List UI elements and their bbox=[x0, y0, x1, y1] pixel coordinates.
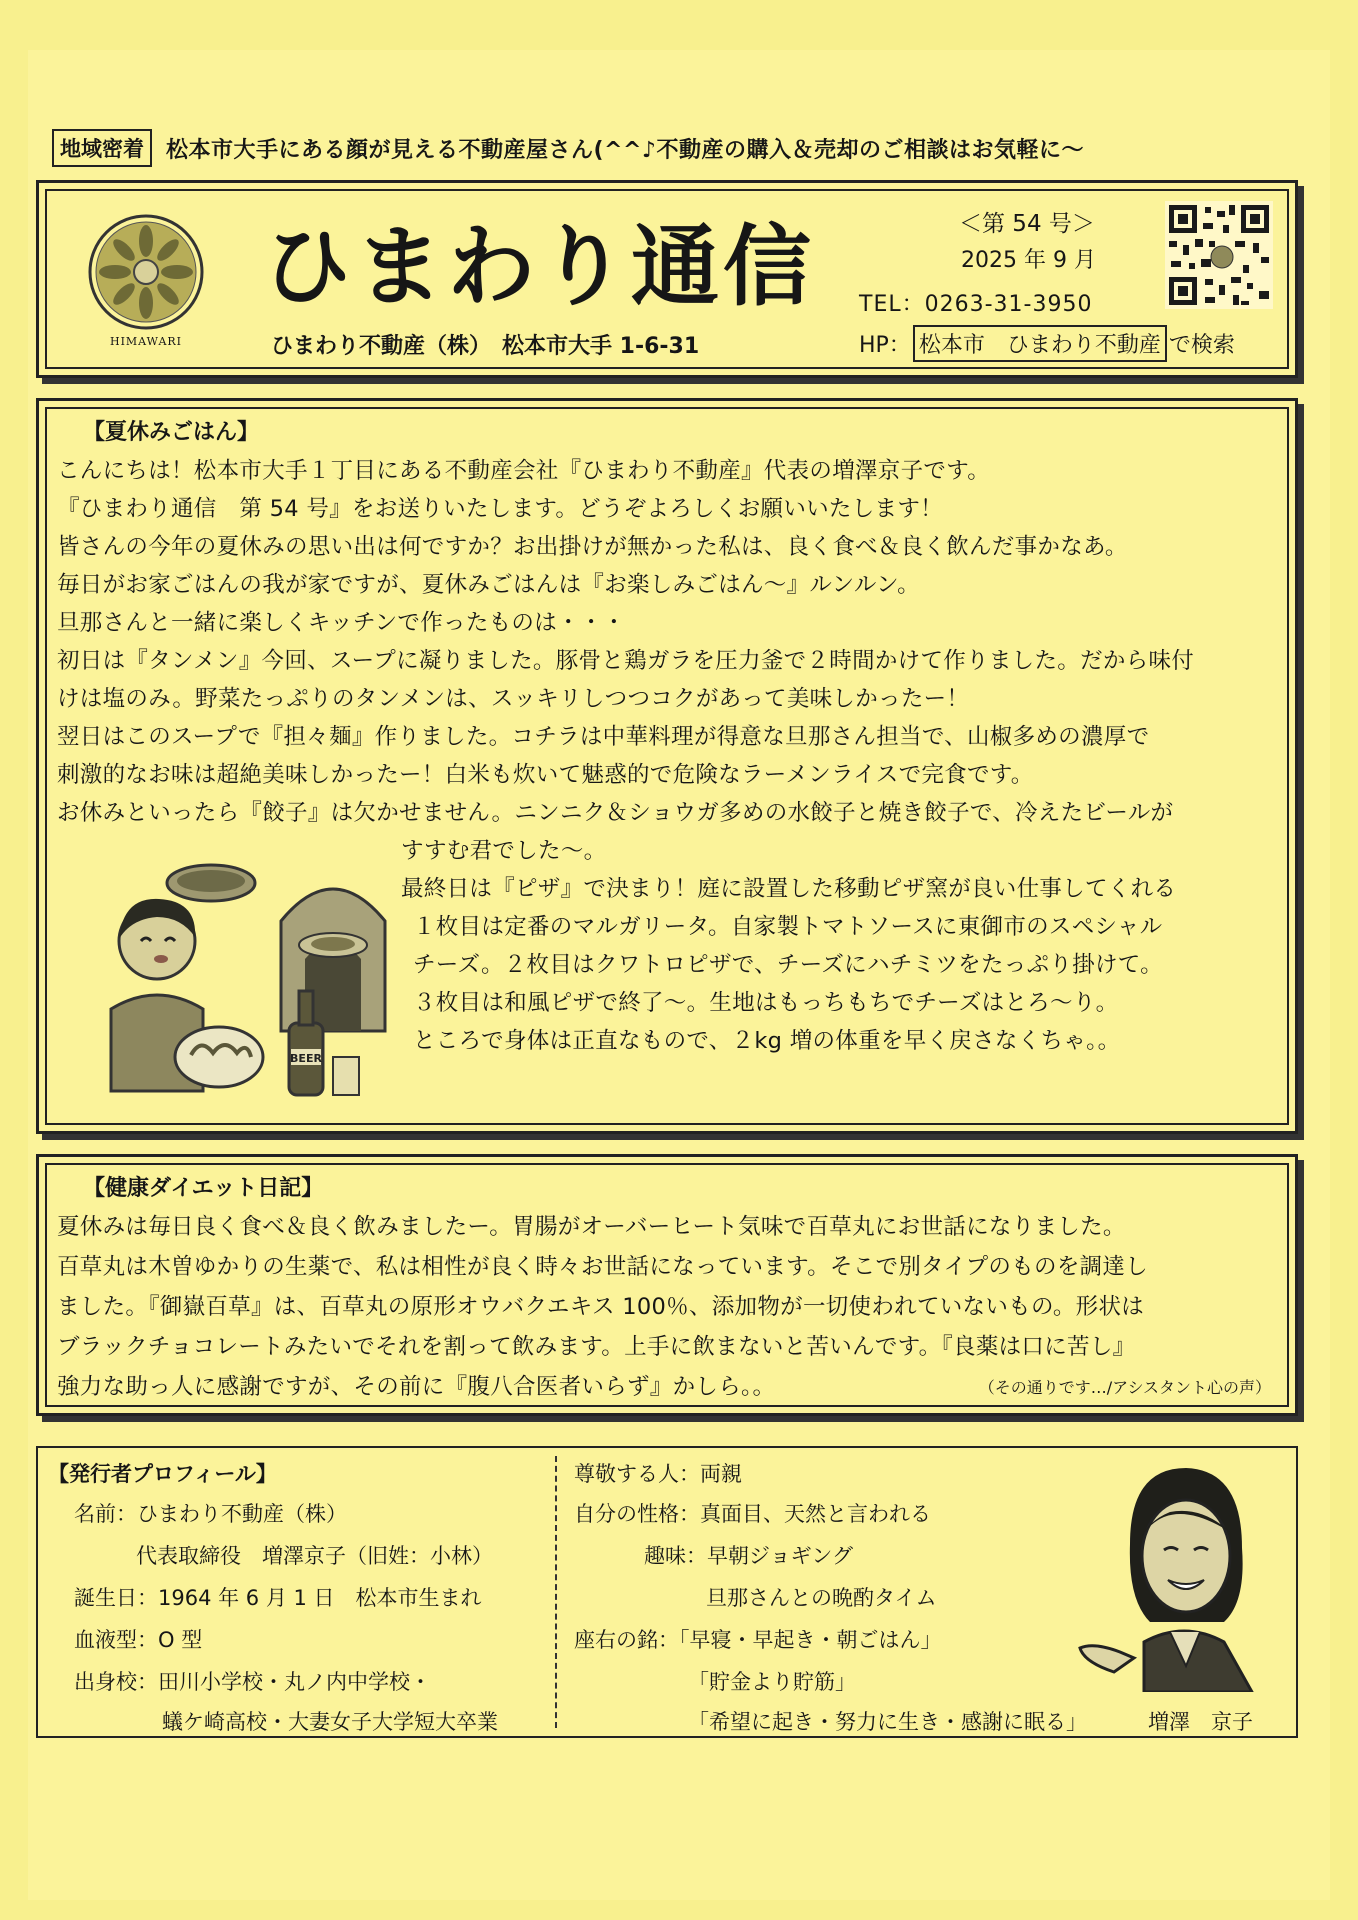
profile-line: 血液型：O 型 bbox=[74, 1628, 203, 1652]
article-line: 刺激的なお味は超絶美味しかったー！白米も炊いて魅惑的で危険なラーメンライスで完食です。 bbox=[57, 762, 1034, 788]
article-line: 皆さんの今年の夏休みの思い出は何ですか？お出掛けが無かった私は、良く食べ＆良く飲んだ事かなあ。 bbox=[57, 534, 1128, 560]
article-line: こんにちは！松本市大手１丁目にある不動産会社『ひまわり不動産』代表の増澤京子です。 bbox=[57, 458, 991, 484]
profile-line: 出身校：田川小学校・丸ノ内中学校・ bbox=[74, 1670, 431, 1694]
article-line: チーズ。２枚目はクワトロピザで、チーズにハチミツをたっぷり掛けて。 bbox=[413, 952, 1163, 978]
article-line: 毎日がお家ごはんの我が家ですが、夏休みごはんは『お楽しみごはん～』ルンルン。 bbox=[57, 572, 920, 598]
header-tagline bbox=[52, 130, 1084, 166]
profile-line: 尊敬する人：両親 bbox=[574, 1462, 742, 1486]
masthead bbox=[36, 180, 1298, 378]
logo-caption: HIMAWARI bbox=[109, 335, 183, 348]
community-tag: 地域密着 bbox=[52, 129, 152, 167]
summer-food-illustration bbox=[101, 841, 401, 1111]
beer-label: BEER bbox=[290, 1052, 322, 1065]
signature-name: 増澤 京子 bbox=[1148, 1710, 1253, 1734]
article-line: けは塩のみ。野菜たっぷりのタンメンは、スッキリしつつコクがあって美味しかったー！ bbox=[57, 686, 970, 712]
profile-line: 座右の銘：「早寝・早起き・朝ごはん」 bbox=[574, 1628, 942, 1652]
profile-line: 自分の性格：真面目、天然と言われる bbox=[574, 1502, 931, 1526]
profile-line: 代表取締役 増澤京子（旧姓：小林） bbox=[136, 1544, 493, 1568]
article-line: １枚目は定番のマルガリータ。自家製トマトソースに東御市のスペシャル bbox=[413, 914, 1163, 940]
article-line: お休みといったら『餃子』は欠かせません。ニンニク＆ショウガ多めの水餃子と焼き餃子で、冷えたビールが bbox=[57, 800, 1174, 826]
summer-meals-section bbox=[36, 398, 1298, 1134]
issue-date: 2025 年 9 月 bbox=[961, 248, 1096, 273]
profile-line: 「貯金より貯筋」 bbox=[688, 1670, 856, 1694]
profile-heading: 【発行者プロフィール】 bbox=[48, 1462, 277, 1486]
hp-suffix: で検索 bbox=[1168, 333, 1235, 358]
diet-diary-section bbox=[36, 1154, 1298, 1416]
company-address: ひまわり不動産（株） 松本市大手 1-6-31 bbox=[271, 334, 700, 359]
article-line: 強力な助っ人に感謝ですが、その前に『腹八合医者いらず』かしら。。 bbox=[57, 1374, 776, 1400]
publisher-profile bbox=[36, 1446, 1298, 1738]
article-line: ところで身体は正直なもので、２kg 増の体重を早く戻さなくちゃ。。 bbox=[413, 1028, 1121, 1054]
section-heading: 【健康ダイエット日記】 bbox=[83, 1176, 324, 1201]
avatar bbox=[1074, 1452, 1274, 1692]
profile-line: 旦那さんとの晩酌タイム bbox=[706, 1586, 937, 1610]
column-divider bbox=[555, 1456, 557, 1728]
article-line: ました。『御嶽百草』は、百草丸の原形オウバクエキス 100％、添加物が一切使われていないもの。形状は bbox=[57, 1294, 1145, 1320]
profile-line: 誕生日：1964 年 6 月 1 日 松本市生まれ bbox=[74, 1586, 482, 1610]
profile-line: 「希望に起き・努力に生き・感謝に眠る」 bbox=[688, 1710, 1087, 1734]
article-line: 旦那さんと一緒に楽しくキッチンで作ったものは・・・ bbox=[57, 610, 626, 636]
phone-number: TEL：0263-31-3950 bbox=[859, 292, 1093, 317]
tagline-text: 松本市大手にある顔が見える不動産屋さん(^^♪不動産の購入＆売却のご相談はお気軽に～ bbox=[166, 137, 1084, 163]
article-line: 百草丸は木曽ゆかりの生薬で、私は相性が良く時々お世話になっています。そこで別タイプのものを調達し bbox=[57, 1254, 1149, 1280]
newsletter-title: ひまわり通信 bbox=[263, 215, 816, 318]
sunflower-logo-icon bbox=[87, 213, 205, 331]
article-line: すすむ君でした～。 bbox=[401, 838, 607, 864]
issue-number: ＜第 54 号＞ bbox=[959, 211, 1095, 237]
article-line: 夏休みは毎日良く食べ＆良く飲みましたー。胃腸がオーバーヒート気味で百草丸にお世話になりました。 bbox=[57, 1214, 1126, 1240]
hp-prefix: HP： bbox=[859, 333, 911, 358]
article-line: 最終日は『ピザ』で決まり！庭に設置した移動ピザ窯が良い仕事してくれる bbox=[401, 876, 1177, 902]
section-heading: 【夏休みごはん】 bbox=[83, 420, 260, 445]
profile-line: 名前：ひまわり不動産（株） bbox=[74, 1502, 347, 1526]
hp-search-term[interactable]: 松本市 ひまわり不動産 bbox=[913, 325, 1167, 362]
qr-code-icon[interactable] bbox=[1165, 201, 1273, 309]
assistant-aside: （その通りです…/アシスタント心の声） bbox=[978, 1378, 1271, 1397]
article-line: ３枚目は和風ピザで終了～。生地はもっちもちでチーズはとろ～り。 bbox=[413, 990, 1119, 1016]
article-line: ブラックチョコレートみたいでそれを割って飲みます。上手に飲まないと苦いんです。『良薬は口に苦し』 bbox=[57, 1334, 1136, 1360]
profile-line: 趣味：早朝ジョギング bbox=[644, 1544, 853, 1568]
profile-line: 蟻ケ崎高校・大妻女子大学短大卒業 bbox=[162, 1710, 498, 1734]
article-line: 『ひまわり通信 第 54 号』をお送りいたします。どうぞよろしくお願いいたします！ bbox=[57, 496, 943, 522]
article-line: 初日は『タンメン』今回、スープに凝りました。豚骨と鶏ガラを圧力釜で２時間かけて作りました。だから味付 bbox=[57, 648, 1195, 674]
article-line: 翌日はこのスープで『担々麺』作りました。コチラは中華料理が得意な旦那さん担当で、山椒多めの濃厚で bbox=[57, 724, 1150, 750]
homepage-search-hint bbox=[859, 325, 1235, 362]
